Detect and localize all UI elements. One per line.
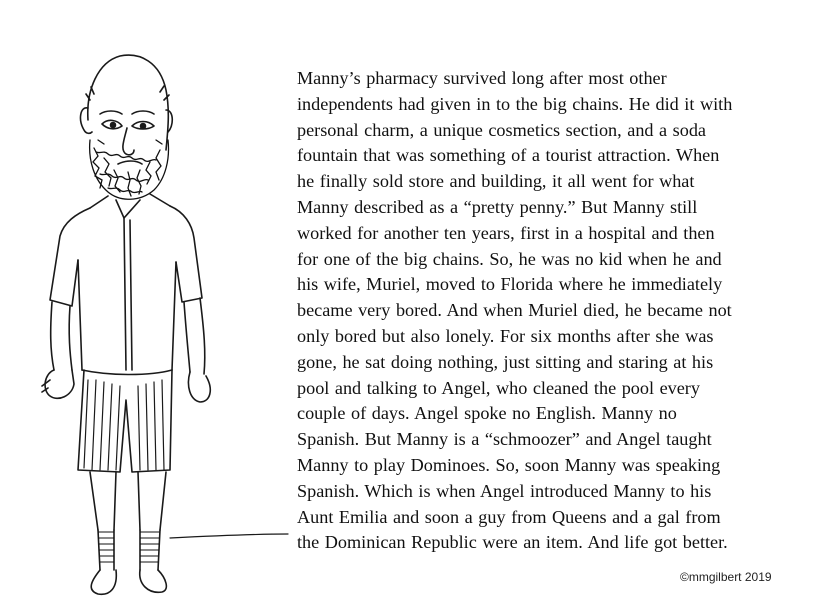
story-line: the Dominican Republic were an item. And life got better. <box>297 532 728 553</box>
man-sketch-illustration <box>20 40 300 600</box>
story-line: personal charm, a unique cosmetics section, and a soda <box>297 119 707 140</box>
story-line: he finally sold store and building, it all went for what <box>297 171 695 192</box>
story-line: Manny’s pharmacy survived long after most other <box>297 68 667 88</box>
story-line: became very bored. And when Muriel died, he became not <box>297 300 732 321</box>
story-line: independents had given in to the big chains. He did it with <box>297 93 733 114</box>
story-line: only bored but also lonely. For six months after she was <box>297 325 714 346</box>
story-line: Manny described as a “pretty penny.” But Manny still <box>297 196 698 217</box>
story-line: Aunt Emilia and soon a guy from Queens and a gal from <box>297 506 721 527</box>
story-line: fountain that was something of a tourist attraction. When <box>297 145 720 166</box>
story-line: his wife, Muriel, moved to Florida where he immediately <box>297 274 723 295</box>
copyright-credit: ©mmgilbert 2019 <box>680 570 772 584</box>
story-line: Spanish. Which is when Angel introduced Manny to his <box>297 480 712 501</box>
story-line: pool and talking to Angel, who cleaned the pool every <box>297 377 700 398</box>
story-line: for one of the big chains. So, he was no kid when he and <box>297 248 722 269</box>
story-line: worked for another ten years, first in a hospital and then <box>297 222 715 243</box>
story-text <box>297 66 817 556</box>
story-line: Manny to play Dominoes. So, soon Manny was speaking <box>297 454 721 475</box>
man-sketch-drawing <box>20 40 300 600</box>
story-line: gone, he sat doing nothing, just sitting and staring at his <box>297 351 714 372</box>
story-line: Spanish. But Manny is a “schmoozer” and Angel taught <box>297 429 712 450</box>
story-line: couple of days. Angel spoke no English. Manny no <box>297 403 677 424</box>
